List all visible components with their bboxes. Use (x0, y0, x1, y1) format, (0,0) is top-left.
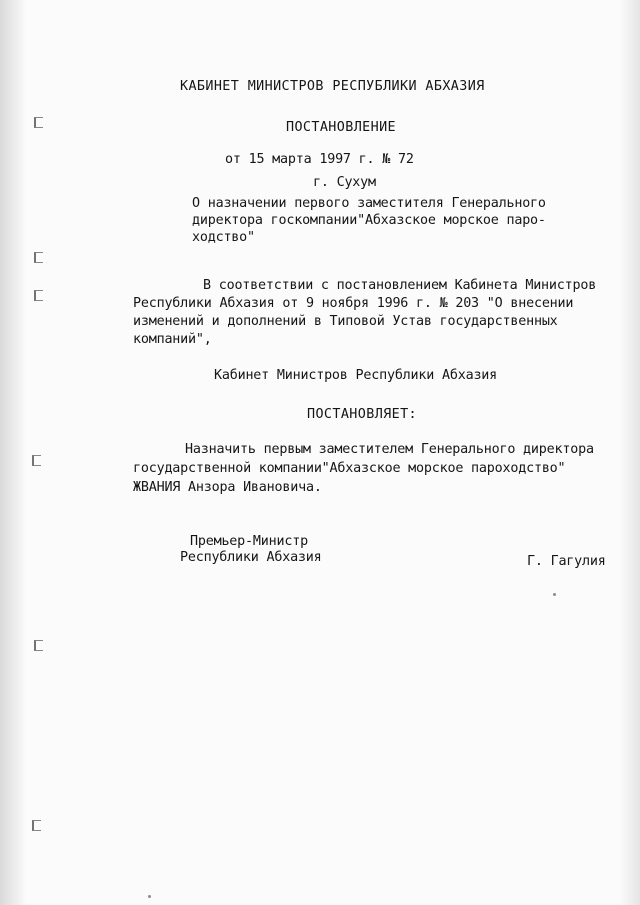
preamble-line: компаний", (133, 332, 212, 347)
staple-mark (34, 640, 43, 651)
scan-speck (148, 895, 151, 898)
staple-mark (34, 290, 43, 301)
signatory-title-line: Республики Абхазия (180, 550, 322, 565)
document-header: КАБИНЕТ МИНИСТРОВ РЕСПУБЛИКИ АБХАЗИЯ (180, 79, 485, 94)
staple-mark (34, 252, 43, 263)
scan-edge-left (0, 0, 26, 905)
signatory-name: Г. Гагулия (527, 554, 606, 569)
staple-mark (32, 820, 41, 831)
staple-mark (34, 117, 43, 128)
scan-edge-right (620, 0, 640, 905)
resolves-heading: ПОСТАНОВЛЯЕТ: (307, 407, 418, 422)
decision-line: Назначить первым заместителем Генерального директора (185, 442, 594, 457)
decision-line: ЖВАНИЯ Анзора Ивановича. (133, 480, 322, 495)
preamble-line: изменений и дополнений в Типовой Устав государственных (133, 314, 558, 329)
staple-mark (32, 455, 41, 466)
document-place: г. Сухум (313, 175, 376, 190)
subject-line: О назначении первого заместителя Генерального (192, 196, 546, 211)
signatory-title-line: Премьер-Министр (190, 534, 308, 549)
preamble-line: В соответствии с постановлением Кабинета Министров (203, 278, 597, 293)
document-date-number: от 15 марта 1997 г. № 72 (225, 152, 414, 167)
document-type: ПОСТАНОВЛЕНИЕ (286, 120, 397, 135)
subject-line: ходство" (192, 230, 255, 245)
preamble-line: Республики Абхазия от 9 ноября 1996 г. № 203 "О внесении (133, 296, 574, 311)
issuer-line: Кабинет Министров Республики Абхазия (214, 368, 498, 383)
subject-line: директора госкомпании"Абхазское морское паро- (192, 213, 546, 228)
scan-speck (553, 593, 556, 596)
decision-line: государственной компании"Абхазское морское пароходство" (133, 461, 566, 476)
